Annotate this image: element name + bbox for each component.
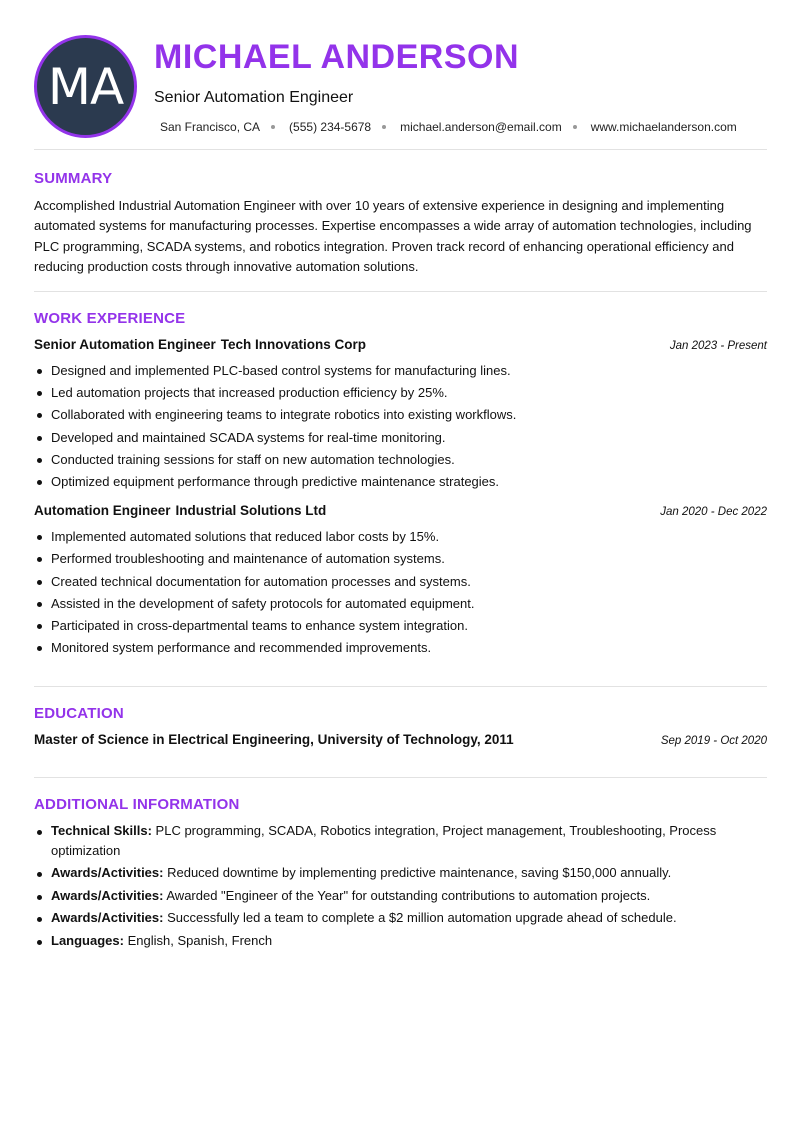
job-title: Automation Engineer xyxy=(34,503,171,519)
candidate-name: MICHAEL ANDERSON xyxy=(154,38,520,76)
job-entry xyxy=(34,503,767,659)
item-label: Awards/Activities: xyxy=(51,865,164,880)
summary-text: Accomplished Industrial Automation Engineer with over 10 years of extensive experience in designing and implementing automated systems for manufacturing processes. Expertise encompasses a wide array of automation technologies, including PLC programming, SCADA systems, and robotics integration. Proven track record of enhancing operational efficiency and reducing production costs through innovative automation solutions. xyxy=(34,198,752,275)
job-title-line xyxy=(34,503,326,518)
bullet-item: Optimized equipment performance through predictive maintenance strategies. xyxy=(34,471,767,493)
education-section xyxy=(34,687,767,778)
bullet-item: Conducted training sessions for staff on new automation technologies. xyxy=(34,449,767,471)
item-text: PLC programming, SCADA, Robotics integration, Project management, Troubleshooting, Process optimization xyxy=(51,823,717,858)
item-label: Technical Skills: xyxy=(51,823,152,838)
separator-dot xyxy=(573,125,577,129)
bullet-item: Led automation projects that increased production efficiency by 25%. xyxy=(34,382,767,404)
section-heading-work-experience: WORK EXPERIENCE xyxy=(34,310,186,327)
section-heading-education: EDUCATION xyxy=(34,705,124,722)
contact-email[interactable]: michael.anderson@email.com xyxy=(400,120,562,134)
additional-item xyxy=(34,908,767,928)
contact-location: San Francisco, CA xyxy=(160,120,261,134)
separator-dot xyxy=(382,125,386,129)
job-header xyxy=(34,337,767,355)
job-title: Senior Automation Engineer xyxy=(34,337,216,352)
section-heading-additional-information: ADDITIONAL INFORMATION xyxy=(34,796,240,813)
item-text: English, Spanish, French xyxy=(127,932,273,948)
item-text: Awarded "Engineer of the Year" for outstanding contributions to automation projects. xyxy=(166,887,651,903)
job-bullets xyxy=(34,526,767,659)
bullet-item: Developed and maintained SCADA systems for real-time monitoring. xyxy=(34,427,767,449)
additional-item xyxy=(34,863,767,883)
additional-list xyxy=(34,821,767,950)
bullet-item: Implemented automated solutions that reduced labor costs by 15%. xyxy=(34,526,767,548)
bullet-item: Designed and implemented PLC-based control systems for manufacturing lines. xyxy=(34,360,767,382)
item-text: Successfully led a team to complete a $2 million automation upgrade ahead of schedule. xyxy=(167,910,677,925)
contact-phone: (555) 234-5678 xyxy=(289,120,372,134)
candidate-title: Senior Automation Engineer xyxy=(154,89,354,106)
job-bullets xyxy=(34,360,767,493)
item-label: Languages: xyxy=(51,932,124,948)
additional-item xyxy=(34,886,767,906)
contact-website[interactable]: www.michaelanderson.com xyxy=(590,120,737,134)
item-text: Reduced downtime by implementing predictive maintenance, saving $150,000 annually. xyxy=(167,865,672,880)
job-entry xyxy=(34,337,767,493)
resume-header xyxy=(34,0,767,150)
bullet-item: Participated in cross-departmental teams to enhance system integration. xyxy=(34,615,767,637)
avatar xyxy=(34,35,137,138)
additional-information-section xyxy=(34,778,767,950)
contact-line xyxy=(160,120,737,134)
bullet-item: Created technical documentation for automation processes and systems. xyxy=(34,571,767,593)
avatar-initials: MA xyxy=(47,57,124,116)
bullet-item: Monitored system performance and recommended improvements. xyxy=(34,637,767,659)
bullet-item: Collaborated with engineering teams to integrate robotics into existing workflows. xyxy=(34,404,767,426)
job-dates: Jan 2023 - Present xyxy=(669,340,767,352)
additional-item xyxy=(34,821,767,860)
job-dates: Jan 2020 - Dec 2022 xyxy=(660,506,767,519)
bullet-item: Performed troubleshooting and maintenance of automation systems. xyxy=(34,548,767,570)
separator-dot xyxy=(271,125,275,129)
section-heading-summary: SUMMARY xyxy=(34,170,113,187)
summary-section xyxy=(34,150,767,292)
bullet-item: Assisted in the development of safety protocols for automated equipment. xyxy=(34,593,767,615)
education-dates: Sep 2019 - Oct 2020 xyxy=(660,735,767,747)
job-company: Industrial Solutions Ltd xyxy=(175,503,327,519)
education-entry xyxy=(34,732,767,747)
education-degree: Master of Science in Electrical Engineering, University of Technology, 2011 xyxy=(34,732,514,747)
item-label: Awards/Activities: xyxy=(51,887,164,903)
job-header xyxy=(34,503,767,521)
job-title-line xyxy=(34,337,366,352)
item-label: Awards/Activities: xyxy=(51,910,164,925)
job-company: Tech Innovations Corp xyxy=(220,337,367,352)
additional-item xyxy=(34,931,767,951)
work-experience-section xyxy=(34,292,767,687)
